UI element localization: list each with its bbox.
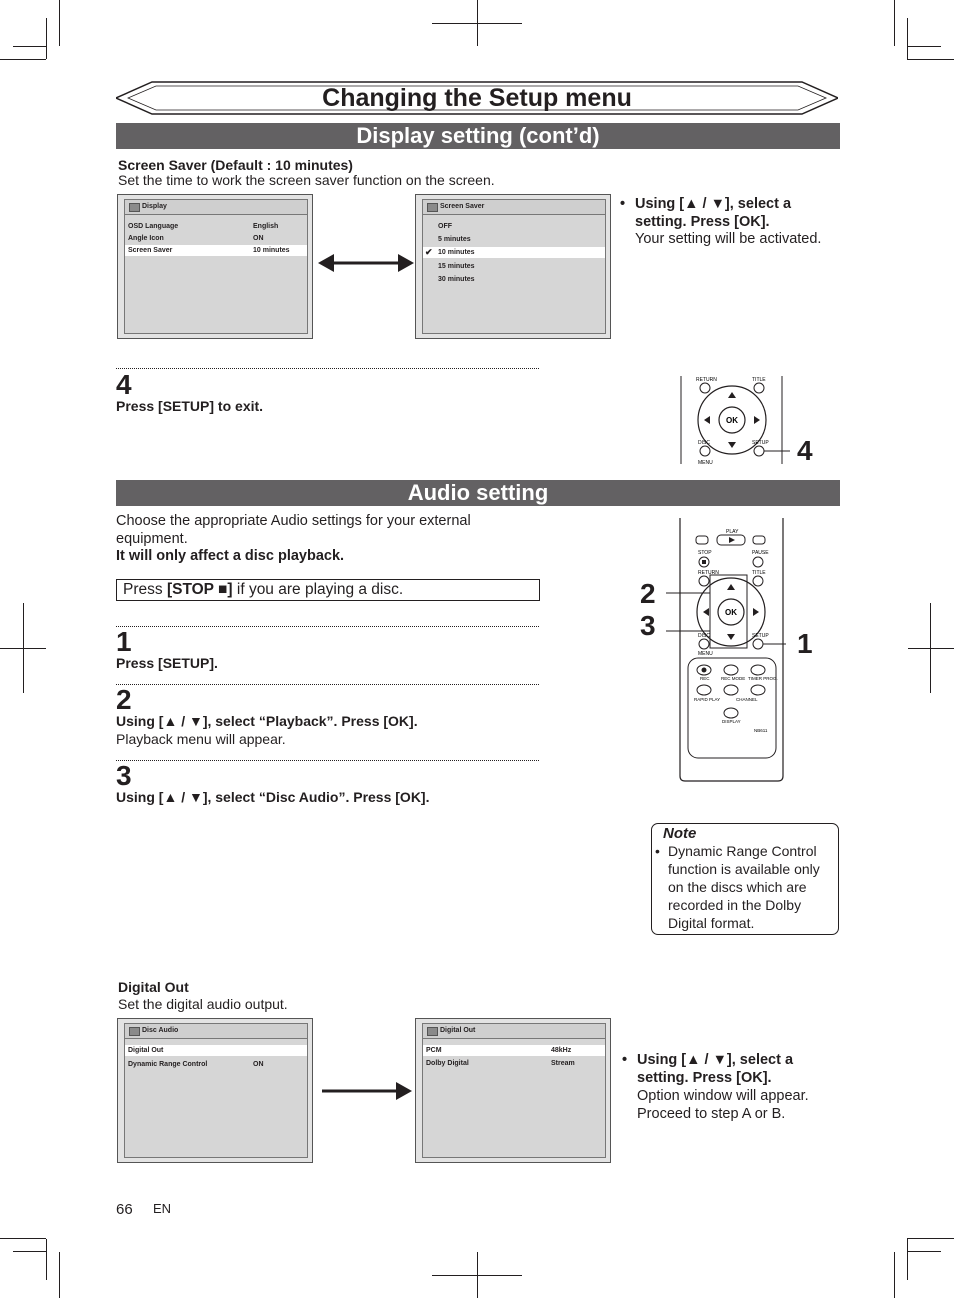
stop-notice-box: Press [STOP ■] if you are playing a disc. — [116, 579, 540, 601]
osd-display-menu — [117, 194, 313, 339]
step-text: Press [SETUP]. — [116, 655, 218, 671]
svg-text:TIMER PROG.: TIMER PROG. — [748, 676, 778, 681]
double-arrow-icon — [318, 250, 414, 276]
divider — [116, 684, 539, 685]
step-number: 2 — [116, 684, 132, 715]
osd-row: Dynamic Range Control ON — [128, 1061, 264, 1068]
display-icon — [129, 203, 140, 212]
osd-disc-audio-menu — [117, 1018, 313, 1163]
osd-row-selected: Screen Saver 10 minutes — [125, 245, 307, 256]
svg-text:REC: REC — [700, 676, 710, 681]
step-result: Playback menu will appear. — [116, 731, 286, 747]
svg-text:PLAY: PLAY — [726, 529, 739, 535]
svg-text:PAUSE: PAUSE — [752, 550, 769, 556]
osd-row: OSD Language English — [128, 223, 279, 230]
osd-digital-out-menu — [415, 1018, 611, 1163]
screen-saver-description: Set the time to work the screen saver function on the screen. — [118, 172, 495, 188]
svg-text:OK: OK — [725, 608, 737, 617]
screen-saver-result: Your setting will be activated. — [635, 231, 822, 247]
section-heading-display: Display setting (cont’d) — [116, 123, 840, 149]
step-text: Using [▲ / ▼], select “Disc Audio”. Press [OK]. — [116, 789, 430, 805]
svg-text:REC MODE: REC MODE — [721, 676, 746, 681]
divider — [116, 626, 539, 627]
svg-text:DISC: DISC — [698, 440, 710, 446]
step-text: Press [SETUP] to exit. — [116, 398, 264, 414]
play-icon — [427, 1027, 438, 1036]
callout-1: 1 — [797, 628, 813, 659]
arrow-right-icon — [322, 1078, 412, 1104]
svg-text:SETUP: SETUP — [752, 633, 769, 639]
remote-control — [666, 518, 786, 784]
svg-text:CHANNEL: CHANNEL — [736, 697, 758, 702]
play-icon — [129, 1027, 140, 1036]
step-number: 3 — [116, 760, 132, 791]
osd-title: Disc Audio — [142, 1027, 179, 1034]
step-number: 1 — [116, 626, 132, 657]
checkmark-icon: ✔ — [425, 247, 433, 257]
osd-option: 15 minutes — [438, 263, 475, 270]
osd-title: Display — [142, 203, 167, 210]
audio-intro-bold: It will only affect a disc playback. — [116, 548, 345, 564]
svg-text:DISC: DISC — [698, 633, 710, 639]
step-number: 4 — [116, 369, 132, 400]
divider — [116, 368, 539, 369]
osd-title: Digital Out — [440, 1027, 476, 1034]
svg-text:STOP: STOP — [698, 550, 712, 556]
digital-out-heading: Digital Out — [118, 979, 189, 995]
page-title: Changing the Setup menu — [322, 84, 632, 112]
osd-row-selected: Digital Out — [125, 1045, 307, 1056]
osd-row: Dolby Digital Stream — [426, 1060, 575, 1067]
osd-option: 30 minutes — [438, 276, 475, 283]
svg-text:DISPLAY: DISPLAY — [722, 719, 741, 724]
svg-text:MENU: MENU — [698, 460, 713, 466]
note-text: Dynamic Range Control function is available only on the discs which are recorded in the Dolby Digital format. — [668, 843, 820, 931]
page-title-banner — [116, 80, 838, 116]
svg-text:RAPID PLAY: RAPID PLAY — [694, 697, 721, 702]
digital-out-instruction: Using [▲ / ▼], select a setting. Press [OK]. — [637, 1052, 794, 1086]
digital-out-description: Set the digital audio output. — [118, 996, 288, 1012]
svg-text:MENU: MENU — [698, 651, 713, 657]
osd-option-selected: ✔ 10 minutes — [423, 247, 605, 258]
remote-control-partial — [678, 374, 790, 466]
callout-2: 2 — [640, 578, 656, 609]
svg-text:RETURN: RETURN — [698, 570, 719, 576]
audio-intro: Choose the appropriate Audio settings for your external equipment. — [116, 513, 471, 547]
section-heading-audio: Audio setting — [116, 480, 840, 506]
language-code: EN — [153, 1201, 172, 1216]
svg-text:TITLE: TITLE — [752, 570, 766, 576]
divider — [116, 760, 539, 761]
osd-row: Angle Icon ON — [128, 235, 264, 242]
callout-3: 3 — [640, 610, 656, 641]
digital-out-result: Option window will appear. Proceed to step A or B. — [637, 1088, 809, 1122]
step-text: Using [▲ / ▼], select “Playback”. Press [OK]. — [116, 713, 418, 729]
svg-text:OK: OK — [726, 416, 738, 425]
note-title: Note — [663, 825, 697, 842]
display-icon — [427, 203, 438, 212]
screen-saver-heading: Screen Saver (Default : 10 minutes) — [118, 157, 353, 173]
page-number: 66 — [116, 1201, 133, 1218]
svg-text:NB611: NB611 — [754, 728, 768, 733]
osd-screen-saver-menu — [415, 194, 611, 339]
osd-title: Screen Saver — [440, 203, 485, 210]
osd-option: 5 minutes — [438, 236, 471, 243]
callout-4: 4 — [797, 435, 813, 466]
svg-text:TITLE: TITLE — [752, 377, 766, 383]
svg-text:RETURN: RETURN — [696, 377, 717, 383]
svg-text:SETUP: SETUP — [752, 440, 769, 446]
note-box: Note • Dynamic Range Control function is available only on the discs which are recorded in the Dolby Digital format. — [651, 823, 839, 935]
osd-option: OFF — [438, 223, 452, 230]
screen-saver-instruction: Using [▲ / ▼], select a setting. Press [OK]. — [635, 196, 792, 230]
osd-row-selected: PCM 48kHz — [423, 1045, 605, 1056]
